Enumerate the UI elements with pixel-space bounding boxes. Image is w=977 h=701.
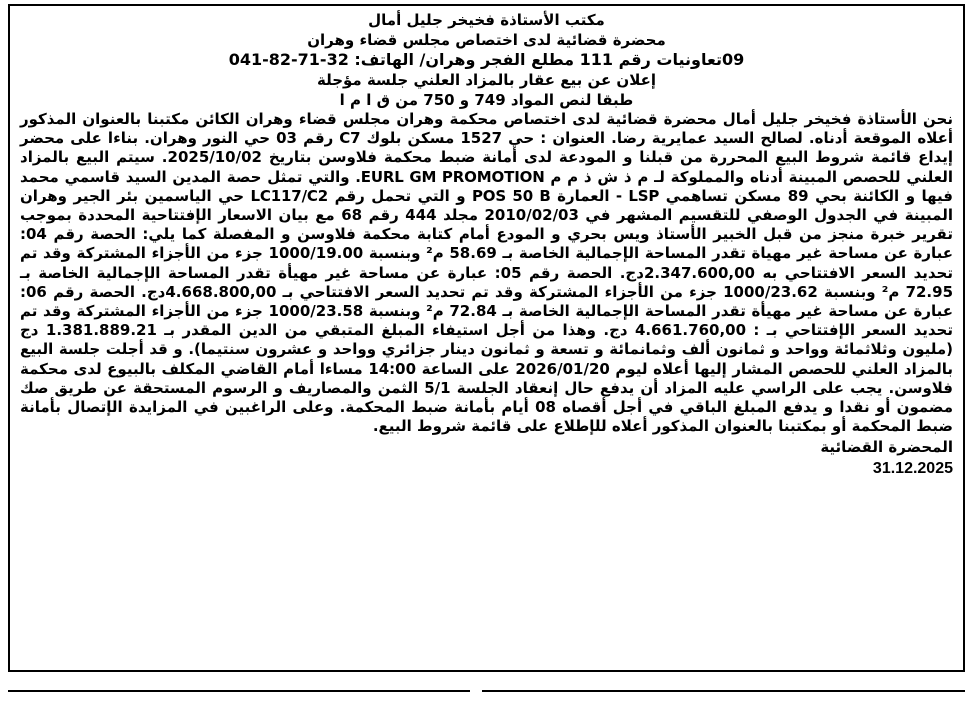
signature-label: المحضرة القضائية	[820, 438, 953, 457]
office-title: محضرة قضائية لدى اختصاص مجلس قضاء وهران	[307, 31, 666, 49]
bottom-divider-right	[482, 690, 965, 692]
office-address: 09تعاونيات رقم 111 مطلع الفجر وهران/ الهاتف: 32-71-82-041	[228, 50, 745, 69]
notice-subject: إعلان عن بيع عقار بالمزاد العلني جلسة مؤجلة	[317, 71, 656, 89]
office-name: مكتب الأستاذة فخيخر جليل أمال	[368, 11, 605, 29]
notice-footer	[20, 436, 953, 480]
notice-date: 31.12.2025	[872, 460, 953, 478]
bottom-divider-left	[8, 690, 470, 692]
notice-header	[20, 10, 953, 110]
legal-notice	[8, 4, 965, 672]
notice-body: نحن الأستاذة فخيخر جليل أمال محضرة قضائية لدى اختصاص محكمة وهران مجلس قضاء وهران الكائن مكتبنا بالعنوان المذكور أعلاه الموقعة أدناه. لصالح السيد عمايرية رضا. العنوان : حي 1527 مسكن بلوك C7 رقم 03 حي النور وهران. بناءا على محضر إيداع قائمة شروط البيع المحررة من قبلنا و المودعة لدى أمانة ضبط محكمة فلاوسن بتاريخ 2025/10/02. سيتم البيع بالمزاد العلني للحصص المبينة أدناه والمملوكة لـ م ذ ش ذ م م EURL GM PROMOTION. والتي تمثل حصة المدين السيد قاسمي محمد فيها و الكائنة بحي 89 مسكن تساهمي LSP - العمارة POS 50 B و التي تحمل رقم LC117/C2 حي الياسمين بئر الجير وهران المبينة في الجدول الوصفي للتقسيم المشهر في 2010/02/03 مجلد 444 رقم 68 مع بيان الاسعار الإفتتاحية المحددة بموجب تقرير خبرة منجز من قبل الخبير الأستاذ ويس بحري و المودع أمام كتابة محكمة فلاوسن و المفصلة كما يلي: الحصة رقم 04: عبارة عن مساحة غير مهياة تقدر المساحة الإجمالية الخاصة بـ 58.69 م² وبنسبة 1000/19.00 جزء من الأجزاء المشتركة وقد تم تحديد السعر الافتتاحي به 2.347.600,00دج. الحصة رقم 05: عبارة عن مساحة غير مهيأة تقدر المساحة الإجمالية الخاصة بـ 72.95 م² وبنسبة 1000/23.62 جزء من الأجزاء المشتركة وقد تم تحديد السعر الافتتاحي بـ 4.668.800,00دج. الحصة رقم 06: عبارة عن مساحة غير مهيأة تقدر المساحة الإجمالية الخاصة بـ 72.84 م² وبنسبة 1000/23.58 جزء من الأجزاء المشتركة وقد تم تحديد السعر الإفتتاحي بـ : 4.661.760,00 دج. وهذا من أجل استيفاء المبلغ المتبقي من الدين المقدر بـ 1.381.889.21 دج (مليون وثلاثمائة وواحد و ثمانون ألف وثمانمائة و تسعة و ثمانون دينار جزائري وواحد و عشرون سنتيما). و قد أجلت جلسة البيع بالمزاد العلني للحصص المشار إليها أعلاه ليوم 2026/01/20 على الساعة 14:00 مساءا أمام القاضي المكلف بالبيوع لدى محكمة فلاوسن. يجب على الراسي عليه المزاد أن يدفع حال إنعقاد الجلسة 5/1 الثمن والمصاريف و الرسوم المستحقة عن طريق صك مضمون أو نقدا و يدفع المبلغ الباقي في أجل أقصاه 08 أيام بأمانة ضبط المحكمة. وعلى الراغبين في المزايدة الإتصال بأمانة ضبط المحكمة أو بمكتبنا بالعنوان المذكور أعلاه للإطلاع على قائمة شروط البيع.	[20, 110, 954, 436]
legal-basis: طبقا لنص المواد 749 و 750 من ق ا م ا	[339, 91, 634, 109]
